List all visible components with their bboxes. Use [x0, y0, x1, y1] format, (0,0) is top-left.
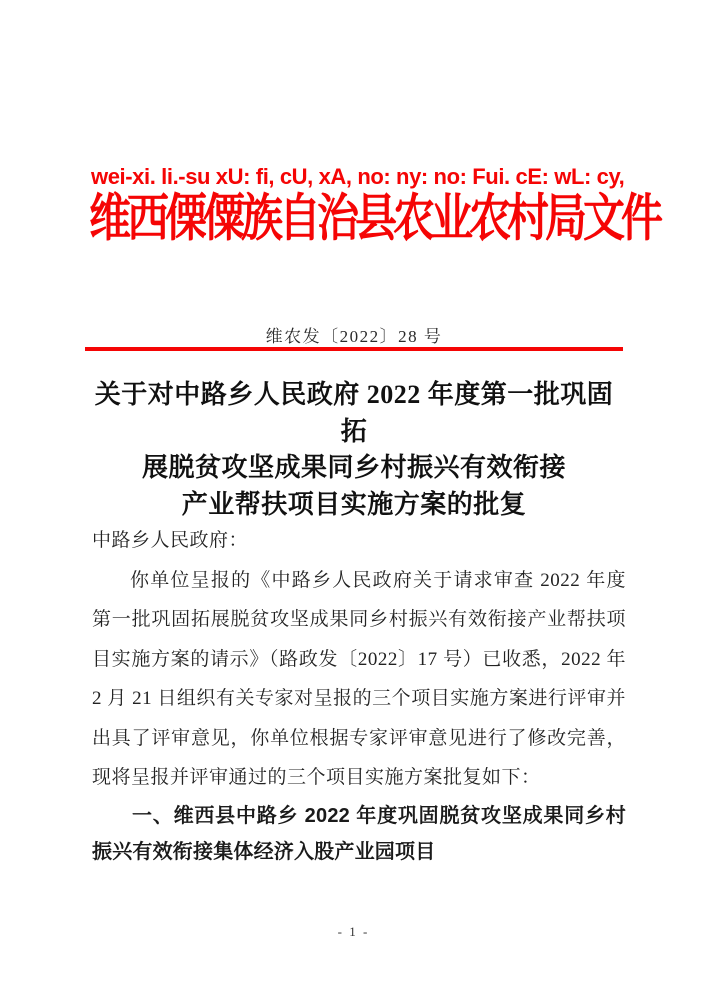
document-body	[92, 521, 626, 870]
document-title-line-3: 产业帮扶项目实施方案的批复	[181, 489, 527, 519]
document-title	[85, 377, 623, 523]
salutation: 中路乡人民政府：	[92, 530, 249, 551]
agency-title: 维西傈僳族自治县农业农村局文件	[89, 191, 660, 248]
document-number: 维农发〔2022〕28 号	[265, 327, 443, 346]
lisu-phonetic-header: wei-xi. li.-su xU: fi, cU, xA, no: ny: no: Fui. cE: wL: cy,	[91, 164, 625, 189]
page-number: - 1 -	[337, 924, 370, 939]
document-title-line-2: 展脱贫攻坚成果同乡村振兴有效衔接	[141, 453, 566, 482]
red-divider-line	[85, 347, 623, 351]
body-paragraph: 你单位呈报的《中路乡人民政府关于请求审查 2022 年度第一批巩固拓展脱贫攻坚成果同乡村振兴有效衔接产业帮扶项目实施方案的请示》（路政发〔2022〕17 号）已收悉，2022 年 2 月 21 日组织有关专家对呈报的三个项目实施方案进行评审并出具了评审意见，你单位根据专家评审意见进行了修改完善，现将呈报并评审通过的三个项目实施方案批复如下：	[92, 569, 626, 788]
section-heading-1: 一、维西县中路乡 2022 年度巩固脱贫攻坚成果同乡村振兴有效衔接集体经济入股产业园项目	[92, 804, 626, 863]
document-title-line-1: 关于对中路乡人民政府 2022 年度第一批巩固拓	[94, 380, 614, 446]
